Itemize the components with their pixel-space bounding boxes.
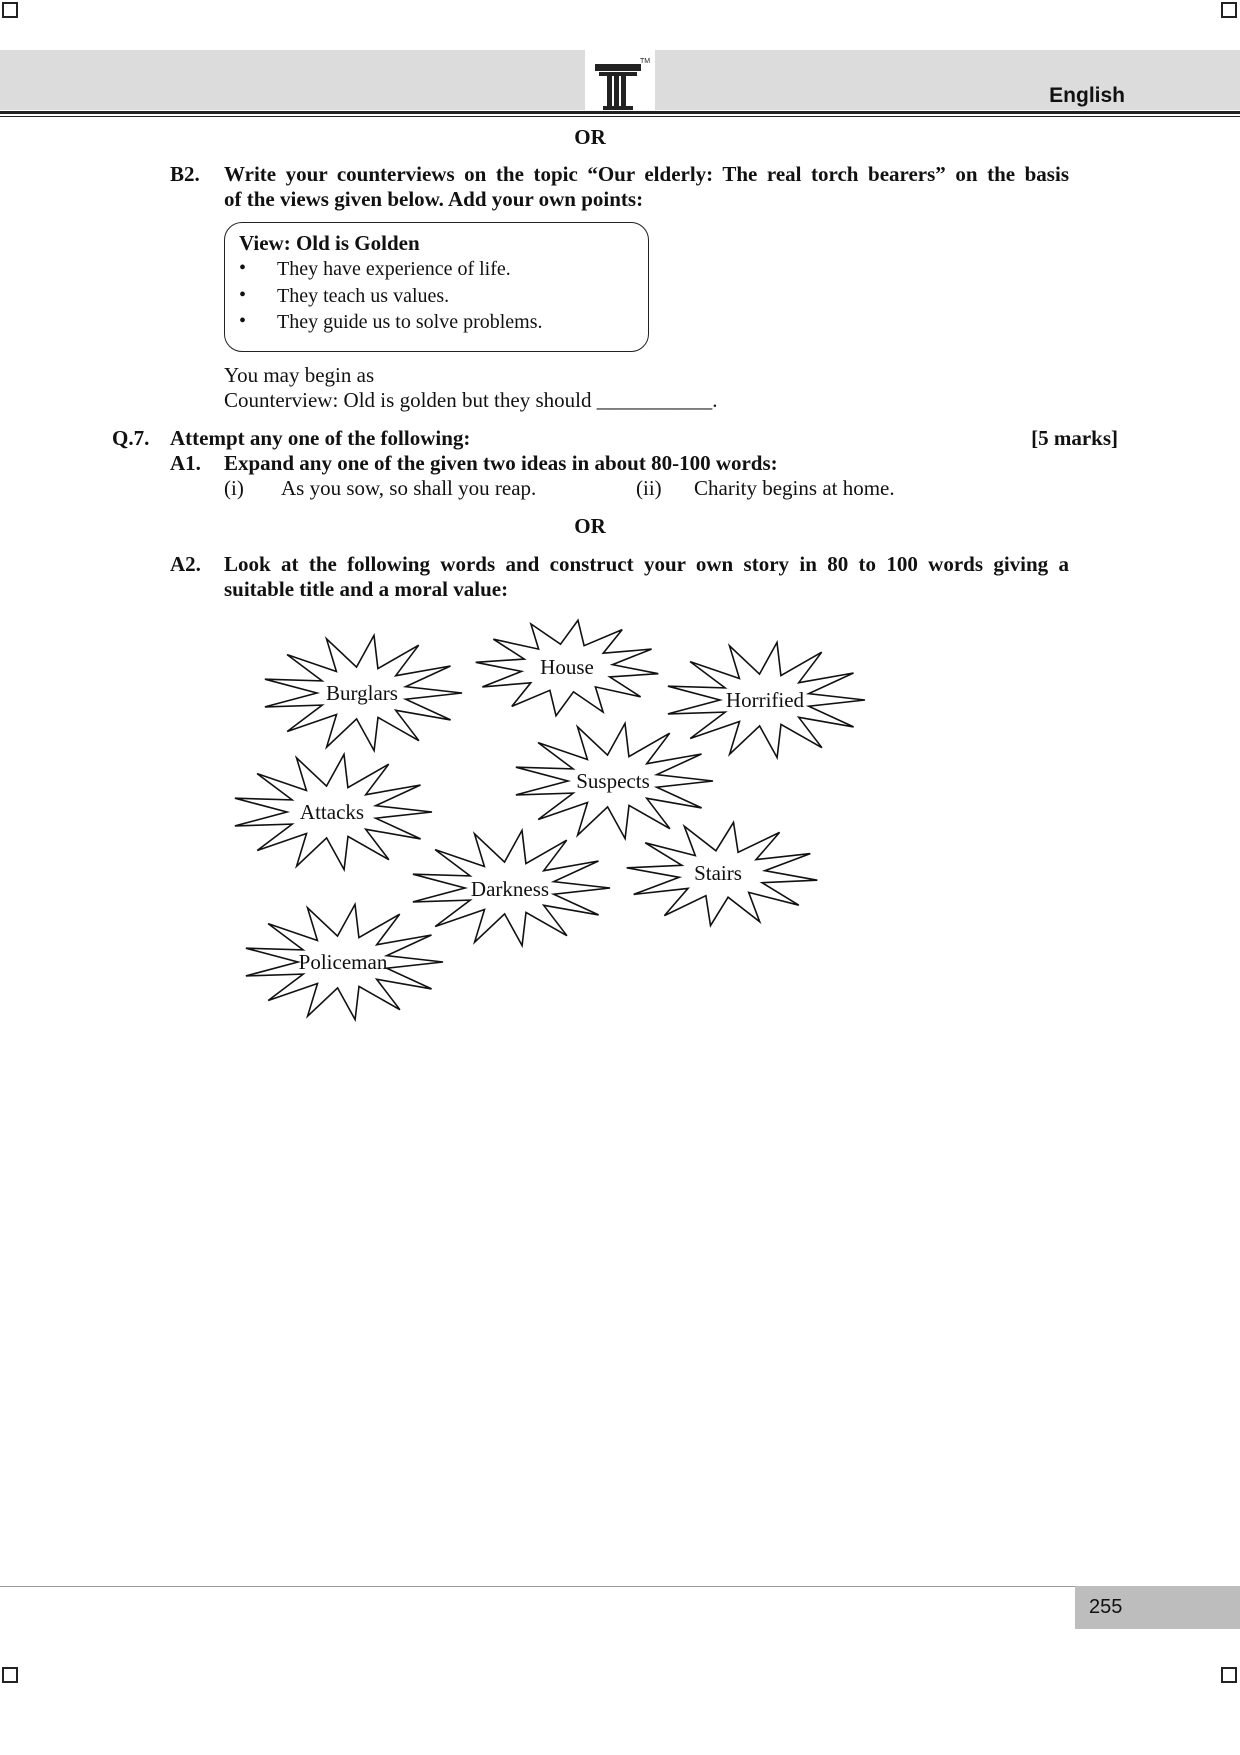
question-number: A1. — [170, 451, 201, 475]
burst-house — [476, 620, 659, 715]
page-number: 255 — [1089, 1596, 1123, 1618]
footer-rule — [0, 1586, 1240, 1587]
burst-label: Horrified — [725, 688, 805, 712]
burst-stairs — [627, 822, 818, 925]
question-text: Write your counterviews on the topic “Our elderly: The real torch bearers” on the basis — [224, 162, 1069, 186]
list-item: • They have experience of life. — [239, 258, 543, 285]
burst-label: Policeman — [298, 950, 388, 974]
burst-label: Burglars — [326, 681, 398, 705]
question-number: A2. — [170, 552, 201, 576]
option-text: As you sow, so shall you reap. — [281, 476, 537, 500]
option-label: (i) — [224, 476, 244, 500]
question-title: Attempt any one of the following: — [170, 426, 471, 450]
question-text: Look at the following words and construct your own story in 80 to 100 words giving a — [224, 552, 1069, 576]
subject-title: English — [1049, 84, 1125, 107]
view-title: View: Old is Golden — [239, 231, 420, 255]
burst-burglars — [265, 635, 462, 750]
option-text: Charity begins at home. — [694, 476, 895, 500]
question-number: Q.7. — [112, 426, 150, 450]
page-number-box — [1075, 1586, 1240, 1629]
burst-policeman — [246, 904, 443, 1019]
burst-label: Suspects — [576, 769, 650, 793]
burst-horrified — [668, 642, 865, 757]
question-number: B2. — [170, 162, 200, 186]
option-label: (ii) — [636, 476, 662, 500]
list-item: • They teach us values. — [239, 285, 543, 312]
burst-label: House — [540, 655, 594, 679]
question-text: of the views given below. Add your own points: — [224, 187, 644, 211]
burst-label: Stairs — [694, 861, 742, 885]
or-separator: OR — [574, 514, 606, 538]
counterview-start: Counterview: Old is golden but they should ___________. — [224, 388, 718, 412]
burst-attacks — [235, 754, 432, 869]
or-separator: OR — [574, 125, 606, 149]
burst-label: Darkness — [470, 877, 550, 901]
burst-darkness — [413, 830, 610, 945]
question-text: suitable title and a moral value: — [224, 577, 509, 601]
burst-label: Attacks — [299, 800, 365, 824]
burst-suspects — [516, 723, 713, 838]
trademark-mark: TM — [640, 58, 651, 65]
begin-hint: You may begin as — [224, 363, 375, 387]
marks-label: [5 marks] — [1031, 426, 1118, 450]
list-item: • They guide us to solve problems. — [239, 311, 543, 338]
question-text: Expand any one of the given two ideas in about 80-100 words: — [224, 451, 778, 475]
